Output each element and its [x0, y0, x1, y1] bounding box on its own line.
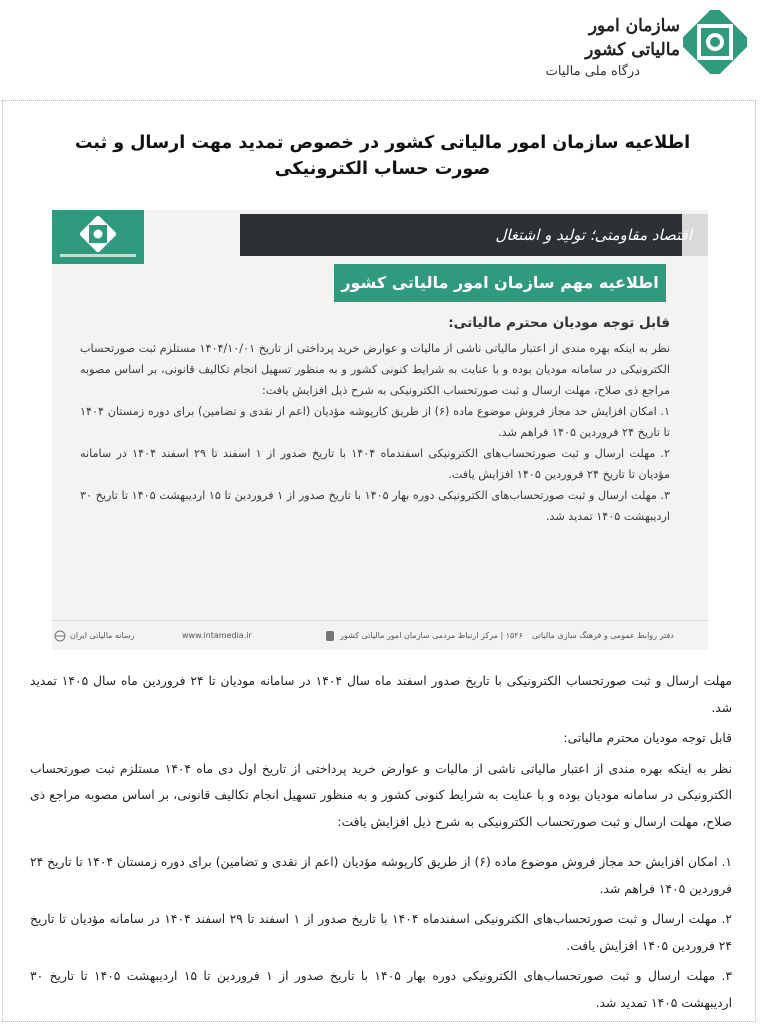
article-title: اطلاعیه سازمان امور مالیاتی کشور در خصوص تمدید مهت ارسال و ثبت صورت حساب الکترونیکی	[74, 133, 691, 179]
notice-heading: اطلاعیه مهم سازمان امور مالیاتی کشور	[334, 264, 666, 302]
article-body	[30, 668, 732, 1020]
footer-site: www.intamedia.ir	[182, 631, 252, 640]
article-lead: مهلت ارسال و ثبت صورتحساب الکترونیکی با تاریخ صدور اسفند ماه سال ۱۴۰۴ در سامانه مودیان تا ۲۴ فروردین ماه سال ۱۴۰۵ تمدید شد.	[30, 674, 732, 715]
notice-banner	[240, 214, 708, 256]
phone-icon	[324, 630, 336, 642]
article-item-3: ۳. مهلت ارسال و ثبت صورتحساب‌های الکترونیکی دوره بهار ۱۴۰۵ با تاریخ صدور از ۱ فروردین تا ۱۵ اردیبهشت ۱۴۰۵ تا تاریخ ۳۰ اردیبهشت ۱۴۰۵ تمدید شد.	[30, 969, 732, 1010]
logo-caption-bar	[60, 254, 136, 257]
notice-image	[52, 210, 708, 650]
site-header	[0, 0, 760, 95]
banner-slogan: اقتصاد مقاومتی؛ تولید و اشتغال	[495, 226, 692, 244]
globe-icon	[54, 630, 66, 642]
notice-salutation: قابل توجه مودیان محترم مالیاتی:	[448, 315, 670, 331]
notice-footer	[52, 620, 708, 650]
notice-body	[80, 310, 670, 527]
footer-office: دفتر روابط عمومی و فرهنگ سازی مالیاتی	[532, 631, 674, 640]
notice-item-3: ۳. مهلت ارسال و ثبت صورتحساب‌های الکترونیکی دوره بهار ۱۴۰۵ با تاریخ صدور از ۱ فروردین تا ۱۵ اردیبهشت ۱۴۰۵ تا تاریخ ۳۰ اردیبهشت ۱۴۰۵ تمدید شد.	[80, 489, 670, 523]
site-logo-text[interactable]	[540, 14, 680, 79]
notice-item-2: ۲. مهلت ارسال و ثبت صورتحساب‌های الکترونیکی اسفندماه ۱۴۰۴ با تاریخ صدور از ۱ اسفند تا ۲۹ اسفند ۱۴۰۴ در سامانه مؤدیان تا تاریخ ۲۴ فروردین ۱۴۰۵ افزایش یافت.	[80, 447, 670, 481]
notice-intro: نظر به اینکه بهره مندی از اعتبار مالیاتی ناشی از مالیات و عوارض خرید پرداختی از تاریخ ۱۴۰۴/۱۰/۰۱ مستلزم ثبت صورتحساب الکترونیکی در سامانه مودیان بوده و با عنایت به شرایط کنونی کشور و به منظور تسهیل انجام تکالیف قانونی، بر اساس مصوبه مراجع ذی صلاح، مهلت ارسال و ثبت صورتحساب الکترونیکی به شرح ذیل افزایش یافت:	[80, 342, 670, 397]
portal-name: درگاه ملی مالیات	[545, 64, 640, 79]
article-item-1: ۱. امکان افزایش حد مجاز فروش موضوع ماده (۶) از طریق کارپوشه مؤدیان (اعم از نقدی و تضامین) برای دوره زمستان ۱۴۰۴ تا تاریخ ۲۴ فروردین ۱۴۰۵ فراهم شد.	[30, 855, 732, 896]
org-name: سازمان امور مالیاتی کشور	[585, 16, 680, 60]
notice-item-1: ۱. امکان افزایش حد مجاز فروش موضوع ماده (۶) از طریق کارپوشه مؤدیان (اعم از نقدی و تضامین) برای دوره زمستان ۱۴۰۴ تا تاریخ ۲۴ فروردین ۱۴۰۵ فراهم شد.	[80, 405, 670, 439]
paragraph-gap	[30, 839, 732, 849]
footer-phone: ۱۵۲۶ | مرکز ارتباط مردمی سازمان امور مالیاتی کشور	[340, 631, 523, 640]
article-salutation: قابل توجه مودیان محترم مالیاتی:	[563, 731, 732, 745]
tax-organization-emblem-icon[interactable]	[683, 10, 747, 74]
tax-emblem-icon	[80, 216, 116, 252]
notice-logo-box	[52, 210, 144, 264]
article-intro: نظر به اینکه بهره مندی از اعتبار مالیاتی ناشی از مالیات و عوارض خرید پرداختی از تاریخ اول دی ماه ۱۴۰۴ مستلزم ثبت صورتحساب الکترونیکی در سامانه مودیان بوده و با عنایت به شرایط کنونی کشور و به منظور تسهیل انجام تکالیف قانونی، بر اساس مصوبه مراجع ذی صلاح، مهلت ارسال و ثبت صورتحساب الکترونیکی به شرح ذیل افزایش یافت:	[30, 761, 732, 829]
footer-channel: رسانه مالیاتی ایران	[70, 631, 135, 640]
article-item-2: ۲. مهلت ارسال و ثبت صورتحساب‌های الکترونیکی اسفندماه ۱۴۰۴ با تاریخ صدور از ۱ اسفند تا ۲۹ اسفند ۱۴۰۴ در سامانه مؤدیان تا تاریخ ۲۴ فروردین ۱۴۰۵ افزایش یافت.	[30, 912, 732, 953]
